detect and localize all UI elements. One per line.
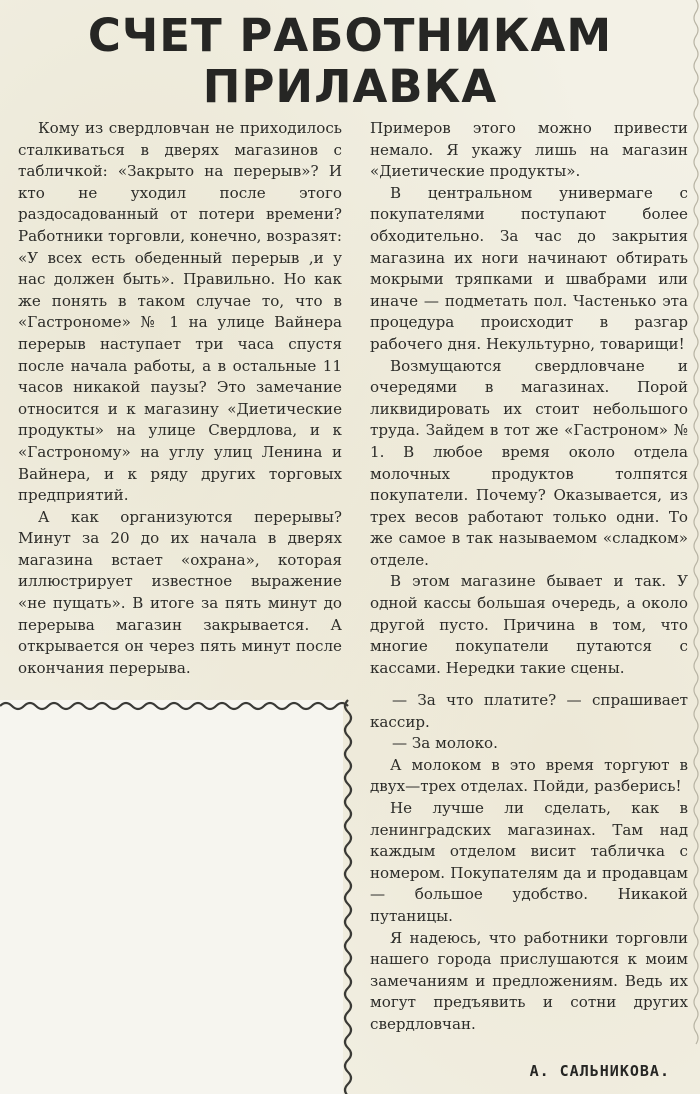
cut-out-blank-area [0,700,343,1094]
dialog-line-2: — За молоко. [392,734,498,753]
right-column-top [370,118,688,679]
paragraph-right-3: Возмущаются свердловчане и очередями в магазинах. Порой ликвидировать их стоит небольшого труда. Зайдем в тот же «Гастроном» № 1. В любое время около отдела молочных продуктов толпятся покупатели. Почему? Оказывается, из трех весов работают только одни. То же самое в так называемом «сладком» отделе. [370,356,688,569]
paragraph-right-4: В этом магазине бывает и так. У одной кассы большая очередь, а около другой пусто. Причина в том, что многие покупатели путаются с кассами. Нередки такие сцены. [370,572,688,677]
right-column-bottom [370,690,688,1036]
paragraph-right-2: В центральном универмаге с покупателями поступают более обходительно. За час до закрытия магазина их ноги начинают обтирать мокрыми тряпками и швабрами или иначе — подметать пол. Частенько эта процедура происходит в разгар рабочего дня. Некультурно, товарищи! [370,183,688,353]
paragraph-right-6: Не лучше ли сделать, как в ленинградских магазинах. Там над каждым отделом висит табличка с номером. Покупателям да и продавцам — большое удобство. Никакой путаницы. [370,798,688,925]
paragraph-right-1: Примеров этого можно привести немало. Я укажу лишь на магазин «Диетические продукты». [370,119,688,181]
paragraph-left-1: Кому из свердловчан не приходилось сталкиваться в дверях магазинов с табличкой: «Закрыто на перерыв»? И кто не уходил после этого раздосадованный от потери времени? Работники торговли, конечно, возразят: «У всех есть обеденный перерыв ,и у нас должен быть». Правильно. Но как же понять в таком случае то, что в «Гастрономе» № 1 на улице Вайнера перерыв наступает три часа спустя после начала работы, а в остальные 11 часов никакой паузы? Это замечание относится и к магазину «Диетические продукты» на улице Свердлова, и к «Гастроному» на углу улиц Ленина и Вайнера, и к ряду других торговых предприятий. [18,119,342,505]
vertical-cut-line [345,700,351,1094]
paragraph-right-5: А молоком в это время торгуют в двух—трех отделах. Пойди, разберись! [370,755,688,796]
paragraph-left-2: А как организуются перерывы? Минут за 20 до их начала в дверях магазина встает «охрана», которая иллюстрирует известное выражение «не пущать». В итоге за пять минут до перерыва магазин закрывается. А открывается он через пять минут после окончания перерыва. [18,507,342,677]
left-column [18,118,342,679]
headline-line-1: СЧЕТ РАБОТНИКАМ [87,9,613,62]
article-headline [0,10,700,112]
dialog-line-1: — За что платите? — спрашивает кассир. [370,691,688,731]
paragraph-right-7: Я надеюсь, что работники торговли нашего города прислушаются к моим замечаниям и предложениям. Ведь их могут предъявить и сотни других свердловчан. [370,928,688,1033]
headline-line-2: ПРИЛАВКА [202,60,498,113]
right-edge-line [694,0,698,1044]
author-signature: А. САЛЬНИКОВА. [529,1062,670,1080]
